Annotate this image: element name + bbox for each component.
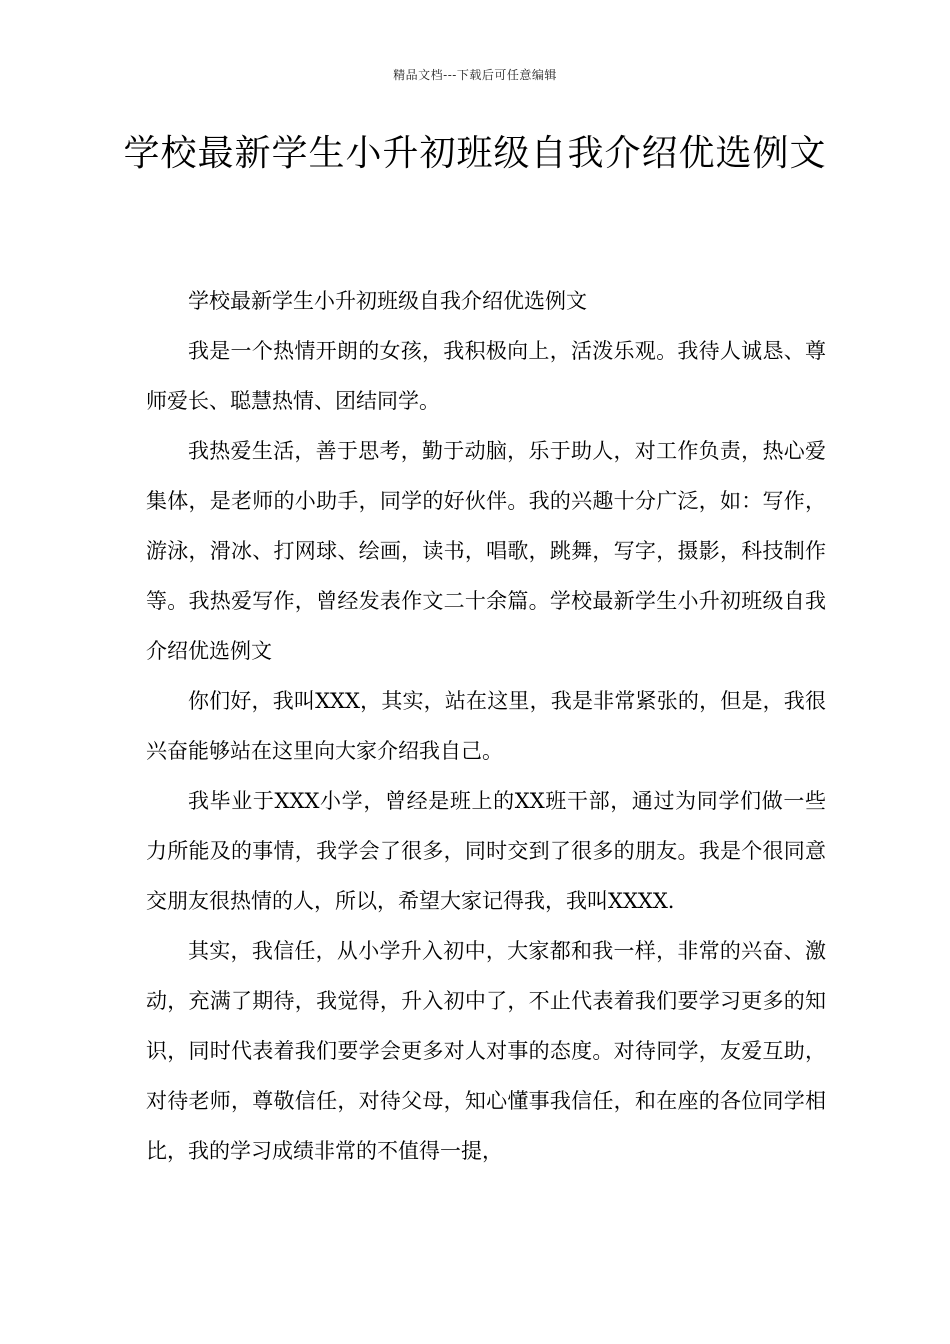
paragraph: 我热爱生活，善于思考，勤于动脑，乐于助人，对工作负责，热心爱集体，是老师的小助手，同学的好伙伴。我的兴趣十分广泛，如：写作，游泳，滑冰、打网球、绘画，读书，唱歌，跳舞，写字，摄影，科技制作等。我热爱写作，曾经发表作文二十余篇。学校最新学生小升初班级自我介绍优选例文	[146, 439, 826, 663]
header-note: 精品文档---下载后可任意编辑	[393, 68, 557, 82]
paragraph: 其实，我信任，从小学升入初中，大家都和我一样，非常的兴奋、激动，充满了期待，我觉得，升入初中了，不止代表着我们要学习更多的知识，同时代表着我们要学会更多对人对事的态度。对待同学，友爱互助，对待老师，尊敬信任，对待父母，知心懂事我信任，和在座的各位同学相比，我的学习成绩非常的不值得一提，	[146, 939, 826, 1163]
document-body	[146, 276, 826, 1176]
paragraph: 我毕业于XXX小学，曾经是班上的XX班干部，通过为同学们做一些力所能及的事情，我学会了很多，同时交到了很多的朋友。我是个很同意交朋友很热情的人，所以，希望大家记得我，我叫XXXX.	[146, 789, 826, 913]
paragraph: 学校最新学生小升初班级自我介绍优选例文	[188, 289, 587, 313]
document-title: 学校最新学生小升初班级自我介绍优选例文	[123, 133, 827, 174]
paragraph: 你们好，我叫XXX，其实，站在这里，我是非常紧张的，但是，我很兴奋能够站在这里向大家介绍我自己。	[146, 689, 826, 763]
paragraph: 我是一个热情开朗的女孩，我积极向上，活泼乐观。我待人诚恳、尊师爱长、聪慧热情、团结同学。	[146, 339, 826, 413]
